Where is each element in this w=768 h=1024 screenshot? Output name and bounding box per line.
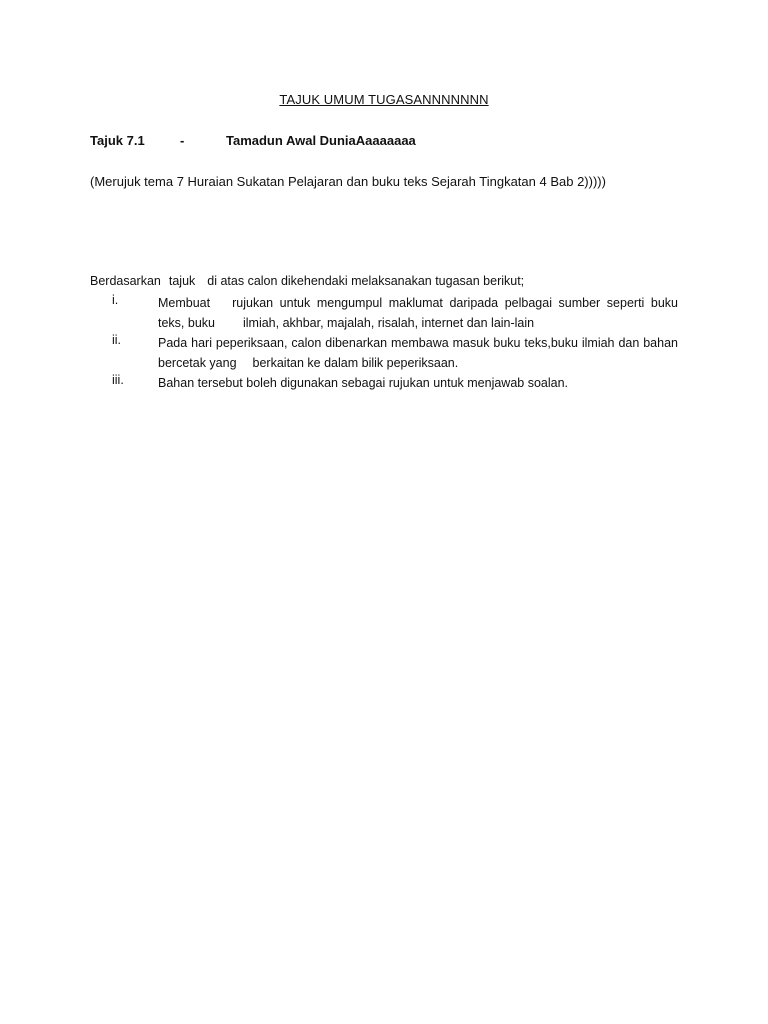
task-list [90, 293, 678, 393]
list-item-text-segment: Membuat [158, 296, 211, 310]
list-item-line [158, 353, 678, 373]
reference-note: (Merujuk tema 7 Huraian Sukatan Pelajaran dan buku teks Sejarah Tingkatan 4 Bab 2))))) [90, 174, 606, 189]
list-item-text [158, 333, 678, 373]
list-item-text-segment: teks, buku [158, 316, 215, 330]
list-item-text-segment: berkaitan ke dalam bilik peperiksaan. [252, 356, 459, 370]
intro-part-3: di atas calon dikehendaki melaksanakan tugasan berikut; [207, 274, 525, 288]
list-item-line [158, 313, 678, 333]
list-item-text-segment: ilmiah, akhbar, majalah, risalah, internet dan lain-lain [242, 316, 535, 330]
list-item-line: Bahan tersebut boleh digunakan sebagai rujukan untuk menjawab soalan. [158, 376, 569, 390]
tajuk-row [90, 133, 690, 151]
tajuk-dash: - [180, 133, 185, 148]
list-item-text-segment: rujukan untuk mengumpul maklumat daripada pelbagai sumber seperti buku [232, 296, 678, 310]
intro-part-2: tajuk [168, 274, 196, 288]
document-title: TAJUK UMUM TUGASANNNNNNN [279, 92, 489, 107]
tajuk-topic: Tamadun Awal DuniaAaaaaaaa [226, 133, 416, 148]
list-item [90, 373, 678, 393]
intro-part-1: Berdasarkan [90, 274, 161, 288]
list-item-line [158, 293, 678, 313]
list-item-number: iii. [112, 373, 124, 387]
list-item [90, 293, 678, 333]
list-item-line: Pada hari peperiksaan, calon dibenarkan membawa masuk buku teks,buku ilmiah dan bahan [158, 336, 678, 350]
list-item-number: i. [112, 293, 119, 307]
list-item-text [158, 373, 678, 393]
list-item-number: ii. [112, 333, 122, 347]
list-item-text-segment: bercetak yang [158, 356, 237, 370]
tajuk-label: Tajuk 7.1 [90, 133, 145, 148]
list-item-text [158, 293, 678, 333]
intro-paragraph [90, 274, 524, 288]
list-item [90, 333, 678, 373]
